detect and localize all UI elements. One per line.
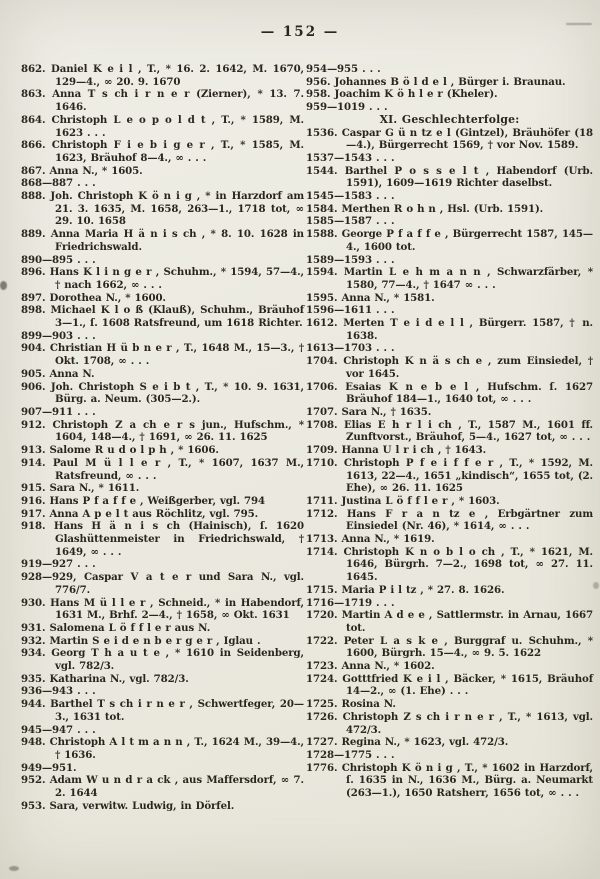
scan-artifact [0, 281, 7, 290]
entry-text: Regina N., * 1623, vgl. 472/3. [337, 736, 509, 749]
entry-text: Hans F r a n tz e , Erbgärtner zum Einsiedel (Nr. 46), * 1614, ∞ . . . [337, 507, 593, 533]
register-entry [306, 88, 593, 101]
entry-text: . . . [372, 596, 395, 609]
entry-text: Christoph K n ä s ch e , zum Einsiedel, † vor 1645. [337, 355, 593, 380]
entry-text: Christoph K n o b l o ch , T., * 1621, M. 1646, Bürgrh. 7—2., 1698 tot, ∞ 27. 11. 1645. [337, 545, 593, 584]
entry-number: 864. [21, 113, 46, 126]
entry-text: Christoph L e o p o l d t , T., * 1589, M. 1623 . . . [45, 113, 304, 139]
entry-text: Daniel K e i l , T., * 16. 2. 1642, M. 1670, 129—4., ∞ 20. 9. 1670 [45, 63, 304, 88]
entry-text: Christian H ü b n e r , T., 1648 M., 15—3., † Okt. 1708, ∞ . . . [45, 342, 304, 368]
register-entry [306, 495, 593, 508]
register-entry [21, 571, 304, 596]
entry-text: . . . [372, 342, 395, 355]
entry-text: Joh. Christoph S e i b t , T., * 10. 9. 1631, Bürg. a. Neum. (305—2.). [45, 380, 304, 406]
register-entry [21, 304, 304, 329]
entry-number: 1584. [306, 202, 338, 215]
scan-artifact [9, 866, 19, 871]
entry-text: Justina L ö f f l e r , * 1603. [337, 494, 500, 507]
entry-text: . . . [73, 685, 96, 698]
entry-number: 904. [21, 342, 46, 355]
entry-number: 906. [21, 380, 46, 393]
entry-text: George P f a f f e , Bürgerrecht 1587, 145—4., 1600 tot. [337, 228, 593, 253]
register-entry [21, 635, 304, 648]
entry-number: 897. [21, 291, 46, 304]
entry-number: 1613—1703 [306, 342, 372, 355]
entry-text: . . . [73, 405, 96, 418]
entry-number: 952. [21, 774, 46, 787]
entry-text: Hans H ä n i s ch (Hainisch), ſ. 1620 Glashüttenmeister in Friedrichswald, † 1649, ∞ . . . [45, 520, 304, 558]
entry-text: Christoph Z s ch i r n e r , T., * 1613, vgl. 472/3. [337, 710, 593, 736]
entry-text: Katharina N., vgl. 782/3. [45, 672, 189, 685]
entry-text: Paul M ü l l e r , T., * 1607, 1637 M., Ratsfreund, ∞ . . . [45, 456, 304, 482]
entry-text: . . . [73, 723, 96, 736]
register-entry [21, 597, 304, 622]
register-entry [306, 228, 593, 253]
entry-number: 1716—1719 [306, 596, 372, 609]
entry-text: . . . [372, 190, 395, 203]
register-entry [21, 190, 304, 228]
entry-text: . . . [73, 329, 96, 342]
entry-number: 935. [21, 672, 46, 685]
entry-number: 913. [21, 444, 46, 457]
entry-text: Joachim K ö h l e r (Kheler). [330, 88, 498, 101]
entry-text: . . . [372, 151, 395, 164]
register-entry [21, 444, 304, 457]
entry-number: 936—943 [21, 685, 74, 698]
entry-text: . . . [372, 253, 395, 266]
register-entry [21, 228, 304, 253]
entry-text: Salomena L ö f f l e r aus N. [45, 621, 211, 634]
register-entry [306, 660, 593, 673]
register-entry [21, 419, 304, 444]
entry-text: Sara N., * 1611. [45, 482, 140, 495]
register-entry [21, 495, 304, 508]
entry-number: 945—947 [21, 723, 74, 736]
register-entry [21, 266, 304, 291]
register-entry [306, 698, 593, 711]
entry-number: 956. [306, 75, 331, 88]
entry-text: Anna N., * 1619. [337, 533, 435, 546]
register-entry [21, 165, 304, 178]
entry-number: 1707. [306, 405, 338, 418]
entry-number: 949—951. [21, 761, 77, 774]
register-entry [21, 762, 304, 775]
register-entry [306, 76, 593, 89]
entry-number: 889. [21, 228, 46, 241]
register-entry [306, 266, 593, 291]
register-entry [306, 101, 593, 114]
entry-text: Gotttfried K e i l , Bäcker, * 1615, Bräuhof 14—2., ∞ (1. Ehe) . . . [337, 672, 593, 698]
entry-text: Sara N., † 1635. [337, 405, 432, 418]
register-entry [306, 355, 593, 380]
register-entry [306, 381, 593, 406]
register-entry [306, 317, 593, 342]
register-entry [306, 63, 593, 76]
entry-text: Anna N., * 1581. [337, 291, 435, 304]
register-entry [306, 190, 593, 203]
register-entry [306, 406, 593, 419]
entry-text: Anna N., * 1605. [45, 164, 143, 177]
entry-number: 1706. [306, 380, 338, 393]
entry-number: 1536. [306, 126, 338, 139]
entry-number: 930. [21, 596, 46, 609]
register-entry [306, 457, 593, 495]
entry-number: 1726. [306, 710, 338, 723]
entry-number: 931. [21, 621, 46, 634]
entry-text: . . . [365, 101, 388, 114]
register-entry [21, 774, 304, 799]
register-entry [21, 342, 304, 367]
entry-number: 888. [21, 190, 46, 203]
register-entry [306, 203, 593, 216]
register-entry [21, 139, 304, 164]
entry-number: 919—927 [21, 558, 74, 571]
entry-number: 954—955 [306, 63, 359, 75]
entry-number: 1714. [306, 545, 338, 558]
entry-text: Peter L a s k e , Burggraf u. Schuhm., * 1600, Bürgrh. 15—4., ∞ 9. 5. 1622 [337, 634, 593, 660]
entry-number: 868—887 [21, 177, 74, 190]
register-entry [306, 597, 593, 610]
register-entry [306, 584, 593, 597]
entry-text: Barthel T s ch i r n e r , Schwertfeger, 20—3., 1631 tot. [45, 698, 304, 723]
register-entry [21, 457, 304, 482]
entry-text: Hans M ü l l e r , Schneid., * in Habendorf, 1631 M., Brhf. 2—4., † 1658, ∞ Okt. 1631 [45, 596, 304, 622]
entry-number: 917. [21, 507, 46, 520]
entry-text: Hans P f a f f e , Weißgerber, vgl. 794 [45, 494, 266, 507]
entry-number: 948. [21, 736, 46, 749]
entry-number: 928—929, [21, 571, 77, 584]
entry-number: 867. [21, 164, 46, 177]
register-entry [21, 736, 304, 761]
entry-text: . . . [73, 253, 96, 266]
entry-text: Christoph Z a ch e r s jun., Hufschm., * 1604, 148—4., † 1691, ∞ 26. 11. 1625 [45, 418, 304, 444]
register-entry [306, 342, 593, 355]
entry-number: 898. [21, 304, 46, 317]
entry-text: Anna N., * 1602. [337, 660, 435, 673]
scan-artifact [566, 23, 592, 25]
register-entry [21, 622, 304, 635]
entry-text: . . . [73, 177, 96, 190]
entry-number: 912. [21, 418, 46, 431]
entry-number: 1711. [306, 494, 338, 507]
entry-text: Caspar V a t e r und Sara N., vgl. 776/7. [55, 571, 304, 596]
register-entry [21, 673, 304, 686]
entry-text: . . . [372, 215, 395, 228]
entry-number: 1537—1543 [306, 151, 372, 164]
register-entry [21, 558, 304, 571]
register-entry [306, 419, 593, 444]
register-entry [306, 254, 593, 267]
entry-text: Adam W u n d r a ck , aus Maffersdorf, ∞ 7. 2. 1644 [45, 774, 304, 800]
entry-number: 866. [21, 139, 46, 152]
register-entry [21, 88, 304, 113]
register-entry [21, 647, 304, 672]
entry-text: Anna Maria H ä n i s ch , * 8. 10. 1628 in Friedrichswald. [45, 228, 304, 253]
register-entry [21, 292, 304, 305]
entry-number: 958. [306, 88, 331, 101]
entry-number: 1595. [306, 291, 338, 304]
entry-number: 959—1019 [306, 101, 366, 114]
entry-number: 1776. [306, 761, 338, 774]
entry-text: Elias E h r l i ch , T., 1587 M., 1601 ff. Zunftvorst., Bräuhof, 5—4., 1627 tot, ∞ . . . [337, 418, 593, 444]
entry-number: 953. [21, 799, 46, 812]
register-entry [21, 685, 304, 698]
entry-number: 1596—1611 [306, 304, 372, 317]
entry-text: Christoph P f e i f f e r , T., * 1592, M. 1613, 22—4., 1651 „kindisch“, 1655 tot, (2. Ehe), ∞ 26. 11. 1625 [337, 456, 593, 495]
entry-number: 862. [21, 63, 46, 75]
entry-number: 944. [21, 698, 46, 711]
entry-text: Joh. Christoph K ö n i g , * in Harzdorf am 21. 3. 1635, M. 1658, 263—1., 1718 tot, ∞ 29. 10. 1658 [45, 190, 304, 228]
entry-text: Martin A d e e , Sattlermstr. in Arnau, 1667 tot. [337, 609, 593, 634]
entry-number: 1585—1587 [306, 215, 372, 228]
entry-text: . . . [372, 304, 395, 317]
entry-text: Hans K l i n g e r , Schuhm., * 1594, 57—4., † nach 1662, ∞ . . . [45, 266, 304, 291]
register-entry [306, 292, 593, 305]
entry-number: 1612. [306, 317, 338, 330]
register-entry [306, 762, 593, 800]
entry-number: 1722. [306, 634, 338, 647]
entry-number: 1709. [306, 444, 338, 457]
register-entry [21, 254, 304, 267]
register-entry [21, 508, 304, 521]
entry-text: Esaias K n e b e l , Hufschm. ſ. 1627 Bräuhof 184—1., 1640 tot, ∞ . . . [337, 380, 593, 406]
section-heading: XI. Geschlechterfolge: [379, 112, 520, 126]
register-entry [21, 381, 304, 406]
entry-number: 1704. [306, 355, 338, 368]
entry-number: 916. [21, 494, 46, 507]
right-column [306, 63, 593, 800]
entry-text: Anna T s ch i r n e r (Zierner), * 13. 7. 1646. [45, 88, 304, 114]
entry-text: Christoph F i e b i g e r , T., * 1585, M. 1623, Bräuhof 8—4., ∞ . . . [45, 139, 304, 164]
entry-text: Dorothea N., * 1600. [45, 291, 166, 304]
register-entry [21, 177, 304, 190]
entry-number: 1545—1583 [306, 190, 372, 203]
entry-text: Johannes B ö l d e l , Bürger i. Braunau. [330, 75, 566, 88]
entry-text: Merten T e i d e l l , Bürgerr. 1587, † n. 1638. [337, 317, 593, 342]
register-entry [21, 724, 304, 737]
entry-text: Michael K l o ß (Klauß), Schuhm., Bräuhof 3—1., ſ. 1608 Ratsfreund, um 1618 Richter. [45, 304, 304, 330]
entry-text: . . . [73, 558, 96, 571]
entry-number: 1712. [306, 507, 338, 520]
register-entry [21, 800, 304, 813]
left-column [21, 63, 304, 812]
register-entry [306, 165, 593, 190]
entry-number: 1588. [306, 228, 338, 241]
register-entry [21, 63, 304, 88]
register-entry [306, 304, 593, 317]
entry-number: 1544. [306, 164, 338, 177]
entry-number: 899—903 [21, 329, 74, 342]
scan-artifact [593, 582, 599, 589]
entry-number: 932. [21, 634, 46, 647]
register-entry [21, 698, 304, 723]
entry-text: Christoph K ö n i g , T., * 1602 in Harzdorf, ſ. 1635 in N., 1636 M., Bürg. a. Neumarkt (263—1.), 1650 Ratsherr, 1656 tot, ∞ . . . [337, 761, 593, 800]
entry-number: 905. [21, 367, 46, 380]
entry-text: Christoph A l t m a n n , T., 1624 M., 39—4., † 1636. [45, 736, 304, 761]
register-entry [306, 736, 593, 749]
entry-text: Barthel P o s s e l t , Habendorf (Urb. 1591), 1609—1619 Richter daselbst. [337, 164, 593, 190]
register-entry [306, 533, 593, 546]
entry-text: Hanna U l r i ch , † 1643. [337, 444, 487, 457]
entry-text: Anna N. [45, 367, 95, 380]
entry-text: Maria P i l tz , * 27. 8. 1626. [337, 583, 505, 596]
entry-number: 1713. [306, 533, 338, 546]
entry-text: Sara, verwitw. Ludwig, in Dörfel. [45, 799, 235, 812]
entry-number: 1724. [306, 672, 338, 685]
entry-text: Anna A p e l t aus Röchlitz, vgl. 795. [45, 507, 259, 520]
entry-number: 1720. [306, 609, 338, 622]
register-entry [306, 711, 593, 736]
register-entry [21, 330, 304, 343]
register-entry [306, 444, 593, 457]
register-entry [306, 546, 593, 584]
entry-number: 907—911 [21, 405, 74, 418]
entry-number: 1594. [306, 266, 338, 279]
entry-number: 1727. [306, 736, 338, 749]
entry-text: Georg T h a u t e , * 1610 in Seidenberg, vgl. 782/3. [45, 647, 304, 673]
entry-text: Salome R u d o l p h , * 1606. [45, 444, 219, 457]
register-entry [306, 635, 593, 660]
entry-number: 896. [21, 266, 46, 279]
entry-number: 1723. [306, 660, 338, 673]
register-entry [21, 114, 304, 139]
register-entry [21, 368, 304, 381]
entry-text: Caspar G ü n tz e l (Gintzel), Bräuhöfer (18—4.), Bürgerrecht 1569, † vor Nov. 1589. [337, 126, 593, 152]
entry-number: 915. [21, 482, 46, 495]
entry-number: 1715. [306, 583, 338, 596]
register-entry [306, 609, 593, 634]
entry-text: . . . [358, 63, 381, 75]
entry-number: 1725. [306, 698, 338, 711]
entry-text: Merthen R o h n , Hsl. (Urb. 1591). [337, 202, 544, 215]
register-entry [306, 127, 593, 152]
register-entry [306, 673, 593, 698]
register-entry [306, 152, 593, 165]
register-entry [21, 406, 304, 419]
page-number: — 152 — [260, 24, 340, 40]
register-entry [306, 508, 593, 533]
register-entry [21, 520, 304, 558]
entry-number: 914. [21, 456, 46, 469]
entry-number: 934. [21, 647, 46, 660]
entry-number: 1708. [306, 418, 338, 431]
entry-text: Martin S e i d e n b e r g e r , Iglau . [45, 634, 261, 647]
register-entry [306, 749, 593, 762]
register-entry [21, 482, 304, 495]
entry-text: Martin L e h m a n n , Schwarzfärber, * 1580, 77—4., † 1647 ∞ . . . [337, 266, 593, 291]
entry-number: 1710. [306, 456, 338, 469]
entry-number: 918. [21, 520, 46, 533]
entry-text: . . . [372, 748, 395, 761]
entry-text: Rosina N. [337, 698, 396, 711]
entry-number: 890—895 [21, 253, 74, 266]
entry-number: 863. [21, 88, 46, 101]
register-entry [306, 215, 593, 228]
entry-number: 1728—1775 [306, 748, 372, 761]
entry-number: 1589—1593 [306, 253, 372, 266]
